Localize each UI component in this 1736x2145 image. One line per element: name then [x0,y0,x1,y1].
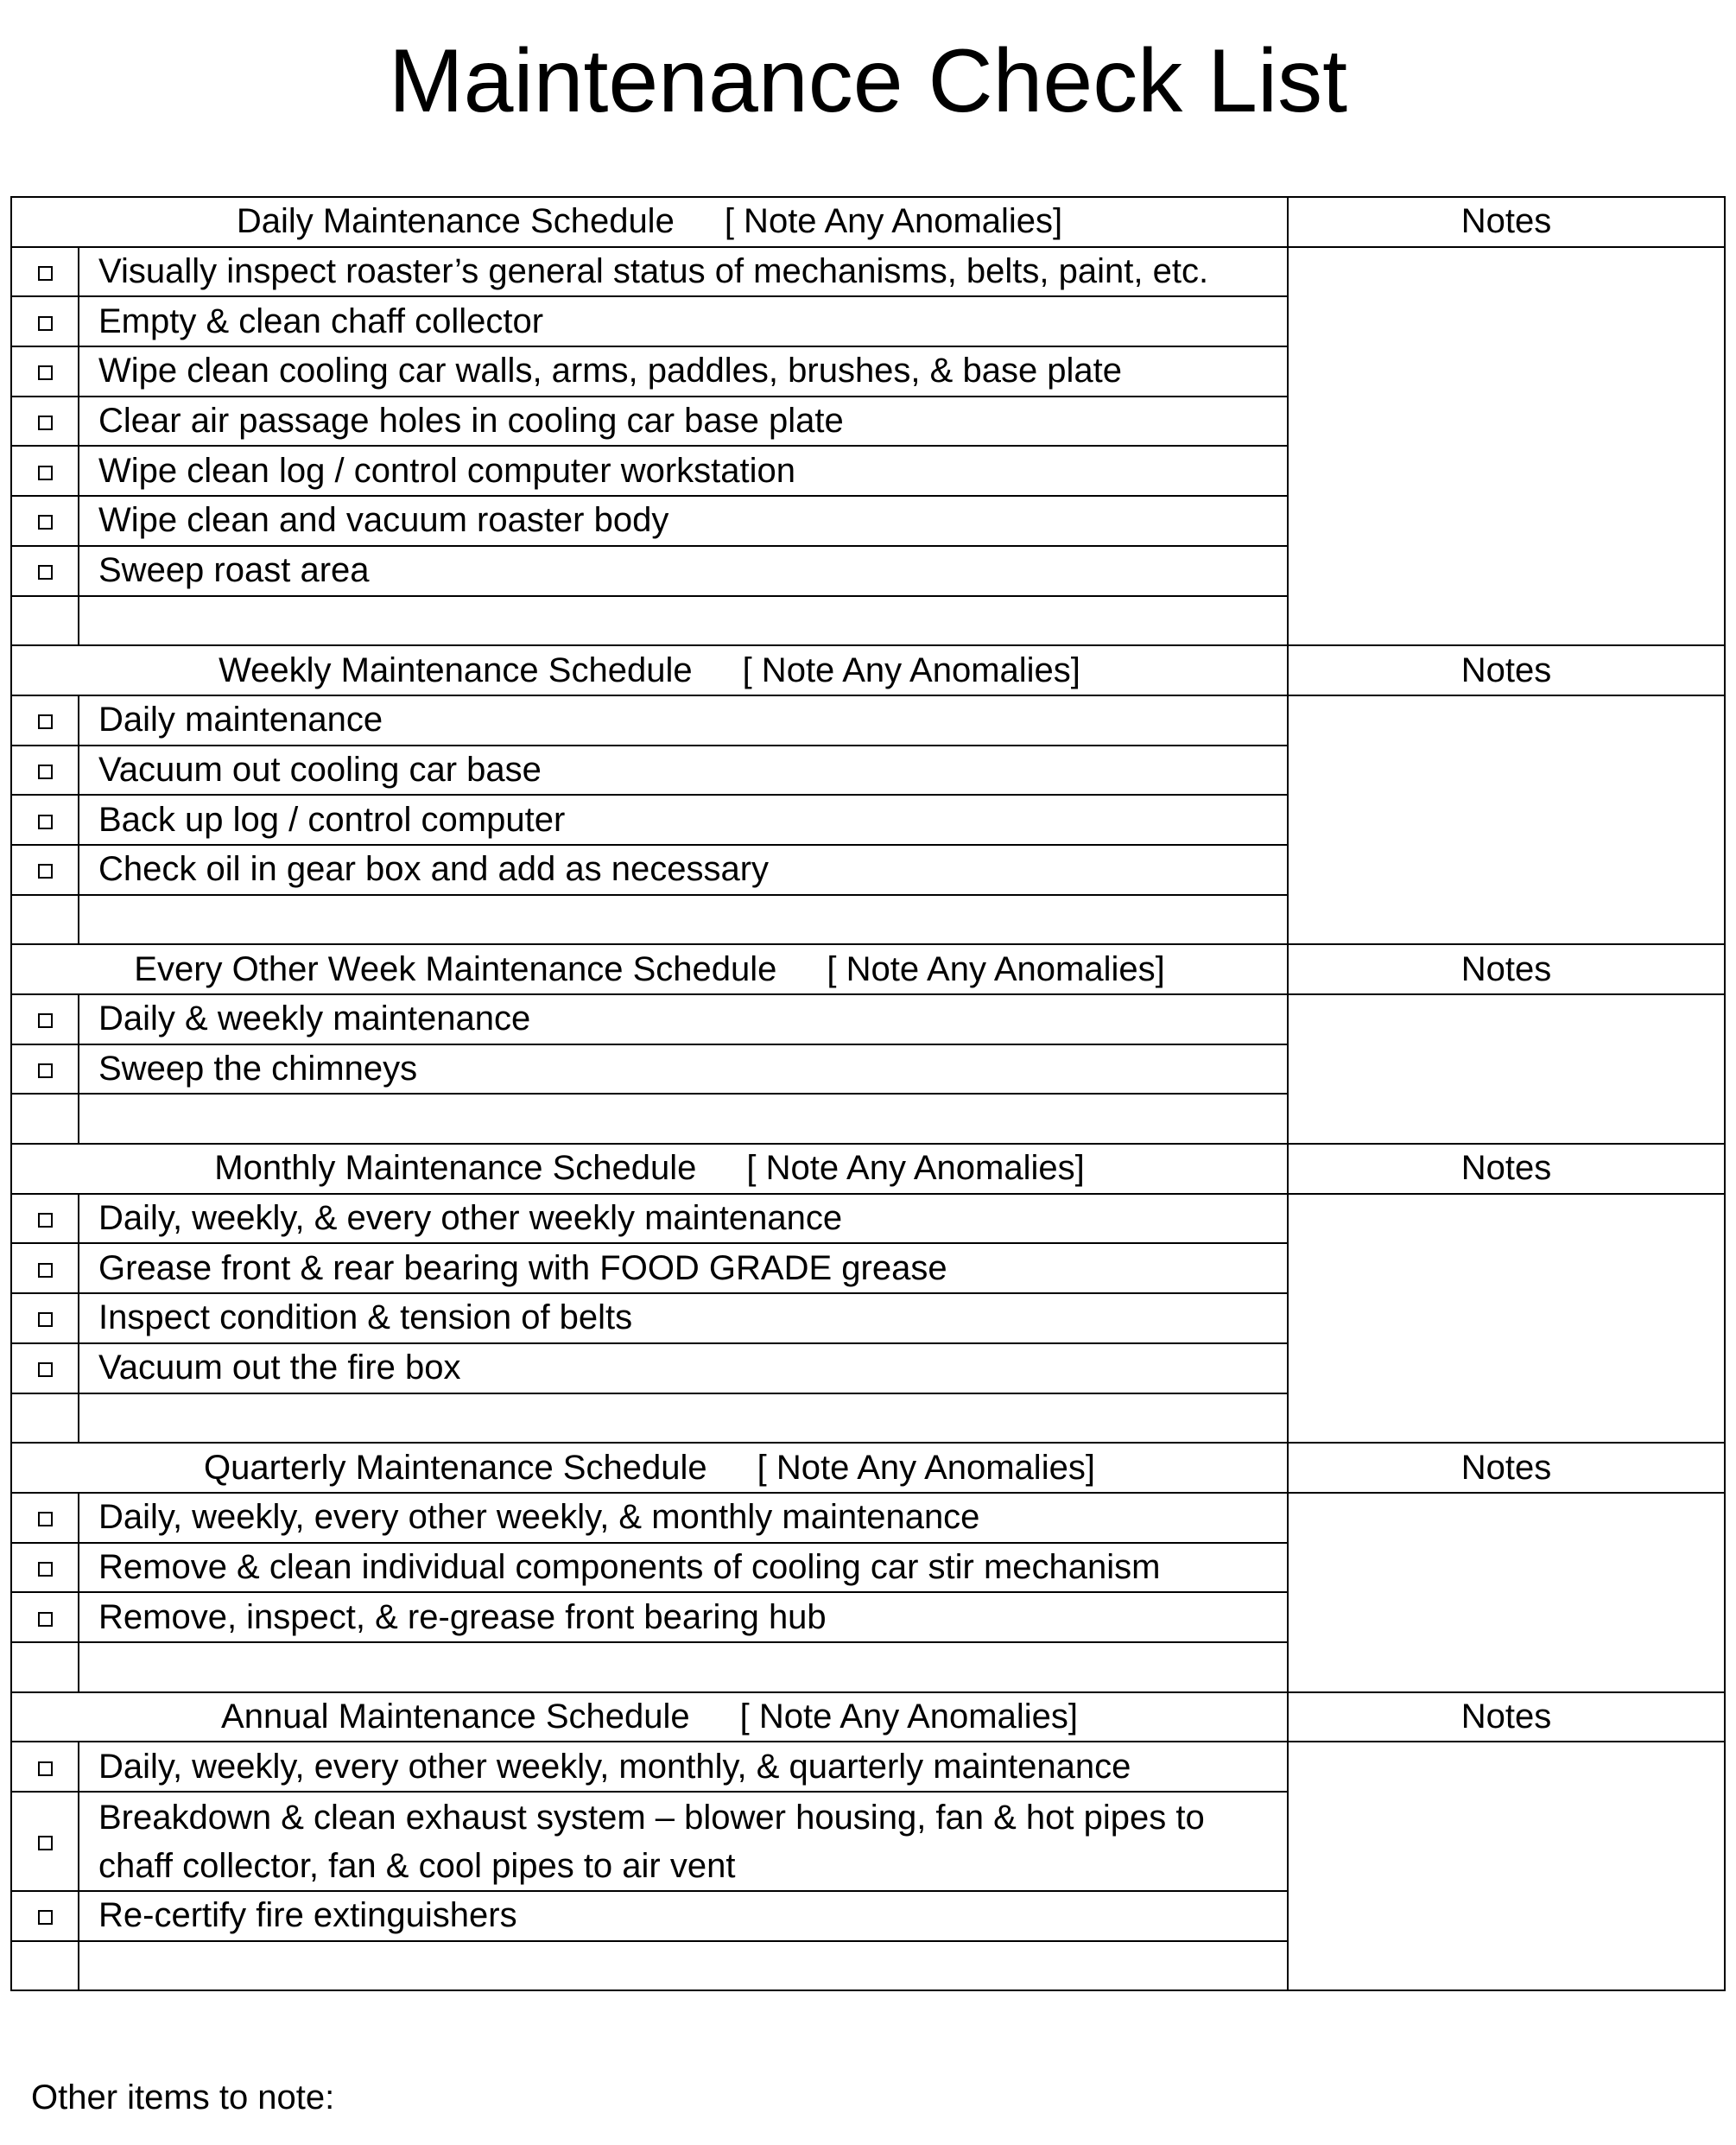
checkbox[interactable] [11,346,79,397]
checkbox[interactable] [11,446,79,496]
section-title [11,645,1288,695]
section-name: Quarterly Maintenance Schedule [204,1448,707,1487]
checkbox-square-icon[interactable] [38,714,53,729]
notes-header: Notes [1288,944,1725,994]
anomalies-note: [ Note Any Anomalies] [757,1448,1095,1487]
task-label: Daily maintenance [79,695,1288,746]
other-items-label: Other items to note: [31,2078,335,2116]
checklist-table [10,196,1726,1991]
checkbox[interactable] [11,1742,79,1792]
task-label: Wipe clean and vacuum roaster body [79,496,1288,546]
checklist-row [11,1742,1725,1792]
notes-area[interactable] [1288,1742,1725,1990]
section-name: Every Other Week Maintenance Schedule [134,949,777,988]
checkbox-square-icon[interactable] [38,466,53,480]
notes-header: Notes [1288,645,1725,695]
section-name: Weekly Maintenance Schedule [219,650,693,689]
checkbox[interactable] [11,1243,79,1293]
section-title [11,944,1288,994]
checkbox[interactable] [11,397,79,447]
blank-cell[interactable] [79,895,1288,945]
blank-cell[interactable] [79,1094,1288,1144]
checkbox-square-icon[interactable] [38,1263,53,1278]
checkbox[interactable] [11,795,79,845]
checkbox[interactable] [11,1592,79,1642]
blank-cell [11,895,79,945]
section-header-1 [11,645,1725,695]
task-label: Inspect condition & tension of belts [79,1293,1288,1343]
task-label: Re-certify fire extinguishers [79,1891,1288,1941]
checkbox[interactable] [11,546,79,596]
task-label: Remove & clean individual components of cooling car stir mechanism [79,1543,1288,1593]
checkbox[interactable] [11,994,79,1044]
checkbox-square-icon[interactable] [38,515,53,530]
checkbox[interactable] [11,247,79,297]
blank-cell [11,1642,79,1692]
checkbox[interactable] [11,1194,79,1244]
checkbox-square-icon[interactable] [38,1312,53,1327]
checkbox-square-icon[interactable] [38,1562,53,1577]
blank-cell [11,1941,79,1991]
task-label: Breakdown & clean exhaust system – blower housing, fan & hot pipes to chaff collector, fan & cool pipes to air vent [79,1792,1288,1891]
checkbox-square-icon[interactable] [38,815,53,829]
task-label: Back up log / control computer [79,795,1288,845]
section-title [11,1692,1288,1742]
task-label: Vacuum out the fire box [79,1343,1288,1393]
task-label: Daily, weekly, every other weekly, & monthly maintenance [79,1493,1288,1543]
checkbox[interactable] [11,296,79,346]
blank-cell[interactable] [79,1642,1288,1692]
notes-area[interactable] [1288,695,1725,944]
task-label: Daily & weekly maintenance [79,994,1288,1044]
checkbox-square-icon[interactable] [38,1213,53,1228]
checkbox[interactable] [11,845,79,895]
checkbox[interactable] [11,746,79,796]
checkbox-square-icon[interactable] [38,1063,53,1078]
task-label: Sweep the chimneys [79,1044,1288,1095]
checklist-row [11,994,1725,1044]
notes-header: Notes [1288,1443,1725,1493]
notes-header: Notes [1288,1144,1725,1194]
notes-area[interactable] [1288,994,1725,1144]
task-label: Check oil in gear box and add as necessary [79,845,1288,895]
task-label: Grease front & rear bearing with FOOD GRADE grease [79,1243,1288,1293]
checkbox-square-icon[interactable] [38,1362,53,1377]
notes-area[interactable] [1288,1194,1725,1443]
checkbox-square-icon[interactable] [38,1612,53,1627]
section-title [11,1144,1288,1194]
section-header-4 [11,1443,1725,1493]
checkbox[interactable] [11,1792,79,1891]
checklist-row [11,247,1725,297]
checkbox[interactable] [11,496,79,546]
section-title [11,1443,1288,1493]
checkbox[interactable] [11,1343,79,1393]
checkbox-square-icon[interactable] [38,565,53,580]
blank-cell[interactable] [79,596,1288,646]
blank-cell [11,1393,79,1444]
section-name: Annual Maintenance Schedule [221,1697,690,1736]
checkbox-square-icon[interactable] [38,365,53,380]
checkbox-square-icon[interactable] [38,1836,53,1850]
checkbox[interactable] [11,1293,79,1343]
checklist-row [11,695,1725,746]
task-label: Wipe clean cooling car walls, arms, paddles, brushes, & base plate [79,346,1288,397]
blank-cell [11,596,79,646]
notes-area[interactable] [1288,1493,1725,1692]
checkbox[interactable] [11,1891,79,1941]
anomalies-note: [ Note Any Anomalies] [724,202,1063,241]
task-label: Vacuum out cooling car base [79,746,1288,796]
blank-cell [11,1094,79,1144]
blank-cell[interactable] [79,1393,1288,1444]
section-name: Monthly Maintenance Schedule [214,1149,697,1188]
notes-header: Notes [1288,197,1725,247]
task-label: Visually inspect roaster’s general status of mechanisms, belts, paint, etc. [79,247,1288,297]
checklist-row [11,1493,1725,1543]
anomalies-note: [ Note Any Anomalies] [739,1697,1078,1736]
section-header-2 [11,944,1725,994]
checkbox-square-icon[interactable] [38,1013,53,1028]
blank-cell[interactable] [79,1941,1288,1991]
section-header-5 [11,1692,1725,1742]
anomalies-note: [ Note Any Anomalies] [827,949,1165,988]
checkbox-square-icon[interactable] [38,266,53,281]
task-label: Clear air passage holes in cooling car base plate [79,397,1288,447]
task-label: Empty & clean chaff collector [79,296,1288,346]
task-label: Remove, inspect, & re-grease front bearing hub [79,1592,1288,1642]
checkbox[interactable] [11,1543,79,1593]
notes-area[interactable] [1288,247,1725,646]
anomalies-note: [ Note Any Anomalies] [742,650,1080,689]
checkbox-square-icon[interactable] [38,1761,53,1776]
checkbox-square-icon[interactable] [38,1512,53,1526]
section-header-3 [11,1144,1725,1194]
checkbox-square-icon[interactable] [38,316,53,331]
checkbox-square-icon[interactable] [38,416,53,430]
checklist-row [11,1194,1725,1244]
notes-header: Notes [1288,1692,1725,1742]
task-label: Daily, weekly, & every other weekly maintenance [79,1194,1288,1244]
task-label: Wipe clean log / control computer workstation [79,446,1288,496]
checkbox-square-icon[interactable] [38,1910,53,1925]
anomalies-note: [ Note Any Anomalies] [746,1149,1085,1188]
section-name: Daily Maintenance Schedule [236,202,675,241]
section-title [11,197,1288,247]
checkbox[interactable] [11,1044,79,1095]
checkbox[interactable] [11,1493,79,1543]
checkbox-square-icon[interactable] [38,864,53,879]
page-title: Maintenance Check List [389,31,1347,131]
task-label: Sweep roast area [79,546,1288,596]
task-label: Daily, weekly, every other weekly, monthly, & quarterly maintenance [79,1742,1288,1792]
checkbox-square-icon[interactable] [38,765,53,779]
section-header-0 [11,197,1725,247]
checkbox[interactable] [11,695,79,746]
